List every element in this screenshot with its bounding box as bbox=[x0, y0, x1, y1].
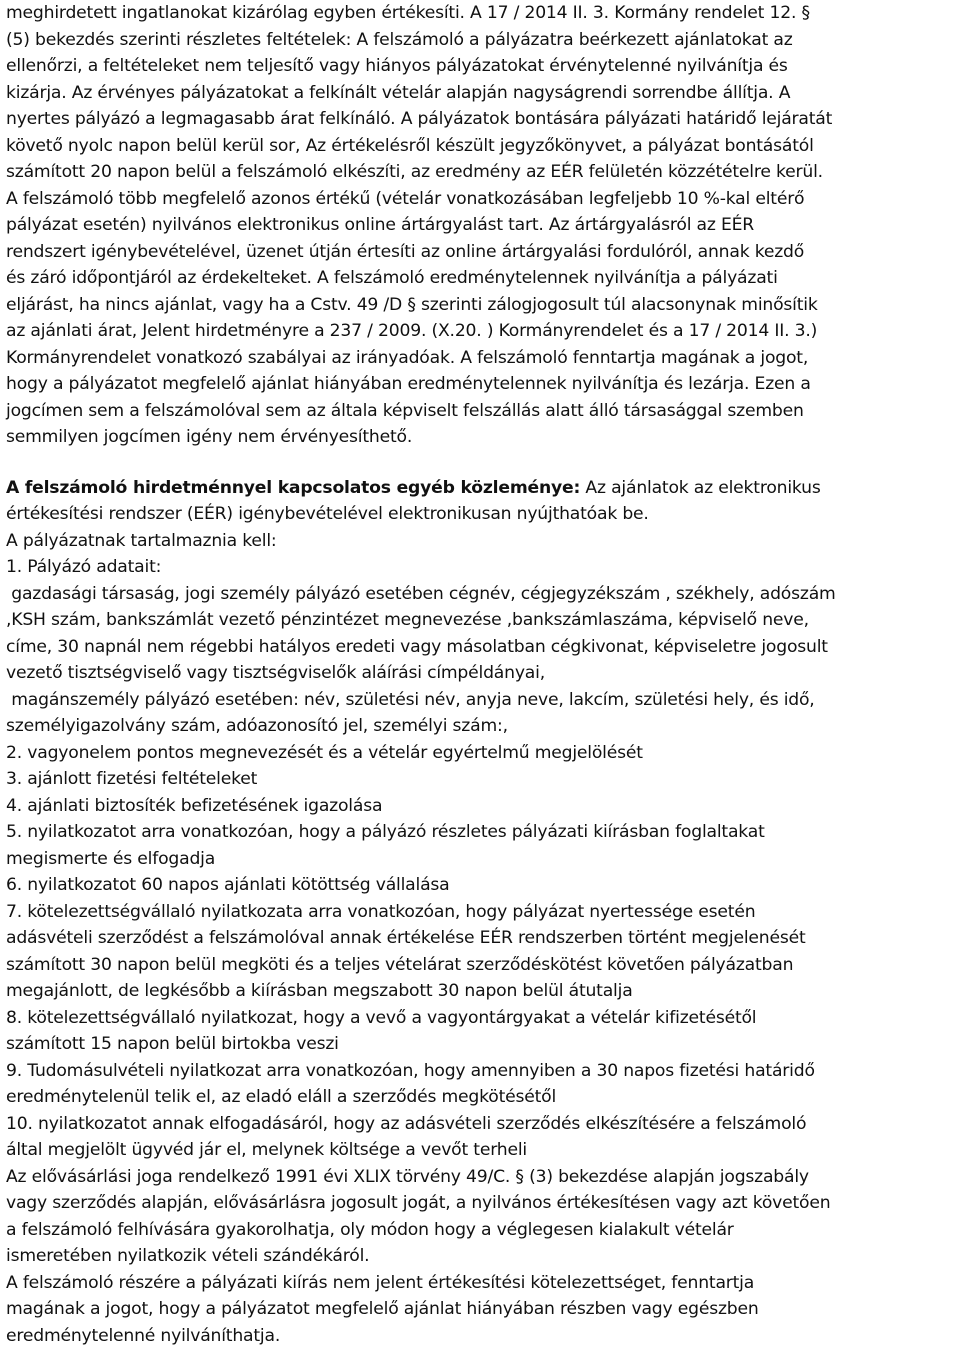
text-line: hogy a pályázatot megfelelő ajánlat hiányában eredménytelennek nyilvánítja és lezárja. Ezen a bbox=[6, 371, 950, 398]
text-line: magánszemély pályázó esetében: név, születési név, anyja neve, lakcím, születési hely, és idő, bbox=[6, 687, 950, 714]
text-line: magának a jogot, hogy a pályázatot megfelelő ajánlat hiányában részben vagy egészben bbox=[6, 1296, 950, 1323]
text-line: vezető tisztségviselő vagy tisztségviselők aláírási címpéldányai, bbox=[6, 660, 950, 687]
list-item: 10. nyilatkozatot annak elfogadásáról, hogy az adásvételi szerződés elkészítésére a felszámoló bbox=[6, 1111, 950, 1138]
text-line: eredménytelenül telik el, az eladó eláll a szerződés megkötésétől bbox=[6, 1084, 950, 1111]
text-line: ,KSH szám, bankszámlát vezető pénzintézet megnevezése ,bankszámlaszáma, képviselő neve, bbox=[6, 607, 950, 634]
notice-heading-line bbox=[6, 475, 950, 502]
text-line: által megjelölt ügyvéd jár el, melynek költsége a vevőt terheli bbox=[6, 1137, 950, 1164]
text-line: kizárja. Az érvényes pályázatokat a felkínált vételár alapján nagyságrendi sorrendbe állítja. A bbox=[6, 80, 950, 107]
text-line: ismeretében nyilatkozik vételi szándékáról. bbox=[6, 1243, 950, 1270]
text-line: és záró időpontjáról az érdekelteket. A felszámoló eredménytelennek nyilvánítja a pályázati bbox=[6, 265, 950, 292]
list-item: 2. vagyonelem pontos megnevezését és a vételár egyértelmű megjelölését bbox=[6, 740, 950, 767]
text-line: számított 30 napon belül megköti és a teljes vételárat szerződéskötést követően pályázatban bbox=[6, 952, 950, 979]
list-item: 1. Pályázó adatait: bbox=[6, 554, 950, 581]
text-line: vagy szerződés alapján, elővásárlásra jogosult jogát, a nyilvános értékesítésen vagy azt követően bbox=[6, 1190, 950, 1217]
text-line: értékesítési rendszer (EÉR) igénybevételével elektronikusan nyújthatóak be. bbox=[6, 501, 950, 528]
text-line: gazdasági társaság, jogi személy pályázó esetében cégnév, cégjegyzékszám , székhely, adószám bbox=[6, 581, 950, 608]
text-line: adásvételi szerződést a felszámolóval annak értékelése EÉR rendszerben történt megjelenését bbox=[6, 925, 950, 952]
paragraph-tender-conditions bbox=[6, 0, 950, 451]
list-item: 5. nyilatkozatot arra vonatkozóan, hogy a pályázó részletes pályázati kiírásban foglaltakat bbox=[6, 819, 950, 846]
notice-heading: A felszámoló hirdetménnyel kapcsolatos egyéb közleménye: bbox=[6, 478, 580, 498]
text-line: jogcímen sem a felszámolóval sem az általa képviselt felszállás alatt álló társasággal szemben bbox=[6, 398, 950, 425]
list-item: 8. kötelezettségvállaló nyilatkozat, hogy a vevő a vagyontárgyakat a vételár kifizetésétől bbox=[6, 1005, 950, 1032]
text-line: ellenőrzi, a feltételeket nem teljesítő vagy hiányos pályázatokat érvénytelenné nyilvánítja és bbox=[6, 53, 950, 80]
text-line: megajánlott, de legkésőbb a kiírásban megszabott 30 napon belül átutalja bbox=[6, 978, 950, 1005]
text-line: (5) bekezdés szerinti részletes feltételek: A felszámoló a pályázatra beérkezett ajánlatokat az bbox=[6, 27, 950, 54]
text-line: számított 15 napon belül birtokba veszi bbox=[6, 1031, 950, 1058]
text-line: eredménytelenné nyilváníthatja. bbox=[6, 1323, 950, 1349]
list-item: 4. ajánlati biztosíték befizetésének igazolása bbox=[6, 793, 950, 820]
text-line: címe, 30 napnál nem régebbi hatályos eredeti vagy másolatban cégkivonat, képviseletre jogosult bbox=[6, 634, 950, 661]
notice-heading-rest: Az ajánlatok az elektronikus bbox=[580, 478, 820, 498]
list-item: 7. kötelezettségvállaló nyilatkozata arra vonatkozóan, hogy pályázat nyertessége esetén bbox=[6, 899, 950, 926]
text-line: A felszámoló részére a pályázati kiírás nem jelent értékesítési kötelezettséget, fenntartja bbox=[6, 1270, 950, 1297]
text-line: megismerte és elfogadja bbox=[6, 846, 950, 873]
text-line: pályázat esetén) nyilvános elektronikus online ártárgyalást tart. Az ártárgyalásról az EÉR bbox=[6, 212, 950, 239]
list-item: 3. ajánlott fizetési feltételeket bbox=[6, 766, 950, 793]
text-line: Kormányrendelet vonatkozó szabályai az irányadóak. A felszámoló fenntartja magának a jogot, bbox=[6, 345, 950, 372]
text-line: a felszámoló felhívására gyakorolhatja, oly módon hogy a véglegesen kialakult vételár bbox=[6, 1217, 950, 1244]
text-line: semmilyen jogcímen igény nem érvényesíthető. bbox=[6, 424, 950, 451]
text-line: meghirdetett ingatlanokat kizárólag egyben értékesíti. A 17 / 2014 II. 3. Kormány rendelet 12. § bbox=[6, 0, 950, 27]
text-line: Az elővásárlási joga rendelkező 1991 évi XLIX törvény 49/C. § (3) bekezdése alapján jogszabály bbox=[6, 1164, 950, 1191]
text-line: eljárást, ha nincs ajánlat, vagy ha a Cstv. 49 /D § szerinti zálogjogosult túl alacsonynak minősítik bbox=[6, 292, 950, 319]
text-line: rendszert igénybevételével, üzenet útján értesíti az online ártárgyalási fordulóról, annak kezdő bbox=[6, 239, 950, 266]
list-item: 9. Tudomásulvételi nyilatkozat arra vonatkozóan, hogy amennyiben a 30 napos fizetési határidő bbox=[6, 1058, 950, 1085]
text-line: A felszámoló több megfelelő azonos értékű (vételár vonatkozásában legfeljebb 10 %-kal eltérő bbox=[6, 186, 950, 213]
paragraph-liquidator-notice bbox=[6, 475, 950, 1349]
text-line: nyertes pályázó a legmagasabb árat felkínáló. A pályázatok bontására pályázati határidő lejáratát bbox=[6, 106, 950, 133]
paragraph-spacer bbox=[6, 451, 950, 475]
text-line: A pályázatnak tartalmaznia kell: bbox=[6, 528, 950, 555]
text-line: személyigazolvány szám, adóazonosító jel, személyi szám:, bbox=[6, 713, 950, 740]
text-line: az ajánlati árat, Jelent hirdetményre a 237 / 2009. (X.20. ) Kormányrendelet és a 17 / 2014 II. 3.) bbox=[6, 318, 950, 345]
text-line: követő nyolc napon belül kerül sor, Az értékelésről készült jegyzőkönyvet, a pályázat bontásától bbox=[6, 133, 950, 160]
list-item: 6. nyilatkozatot 60 napos ajánlati kötöttség vállalása bbox=[6, 872, 950, 899]
text-line: számított 20 napon belül a felszámoló elkészíti, az eredmény az EÉR felületén közzétételre kerül. bbox=[6, 159, 950, 186]
